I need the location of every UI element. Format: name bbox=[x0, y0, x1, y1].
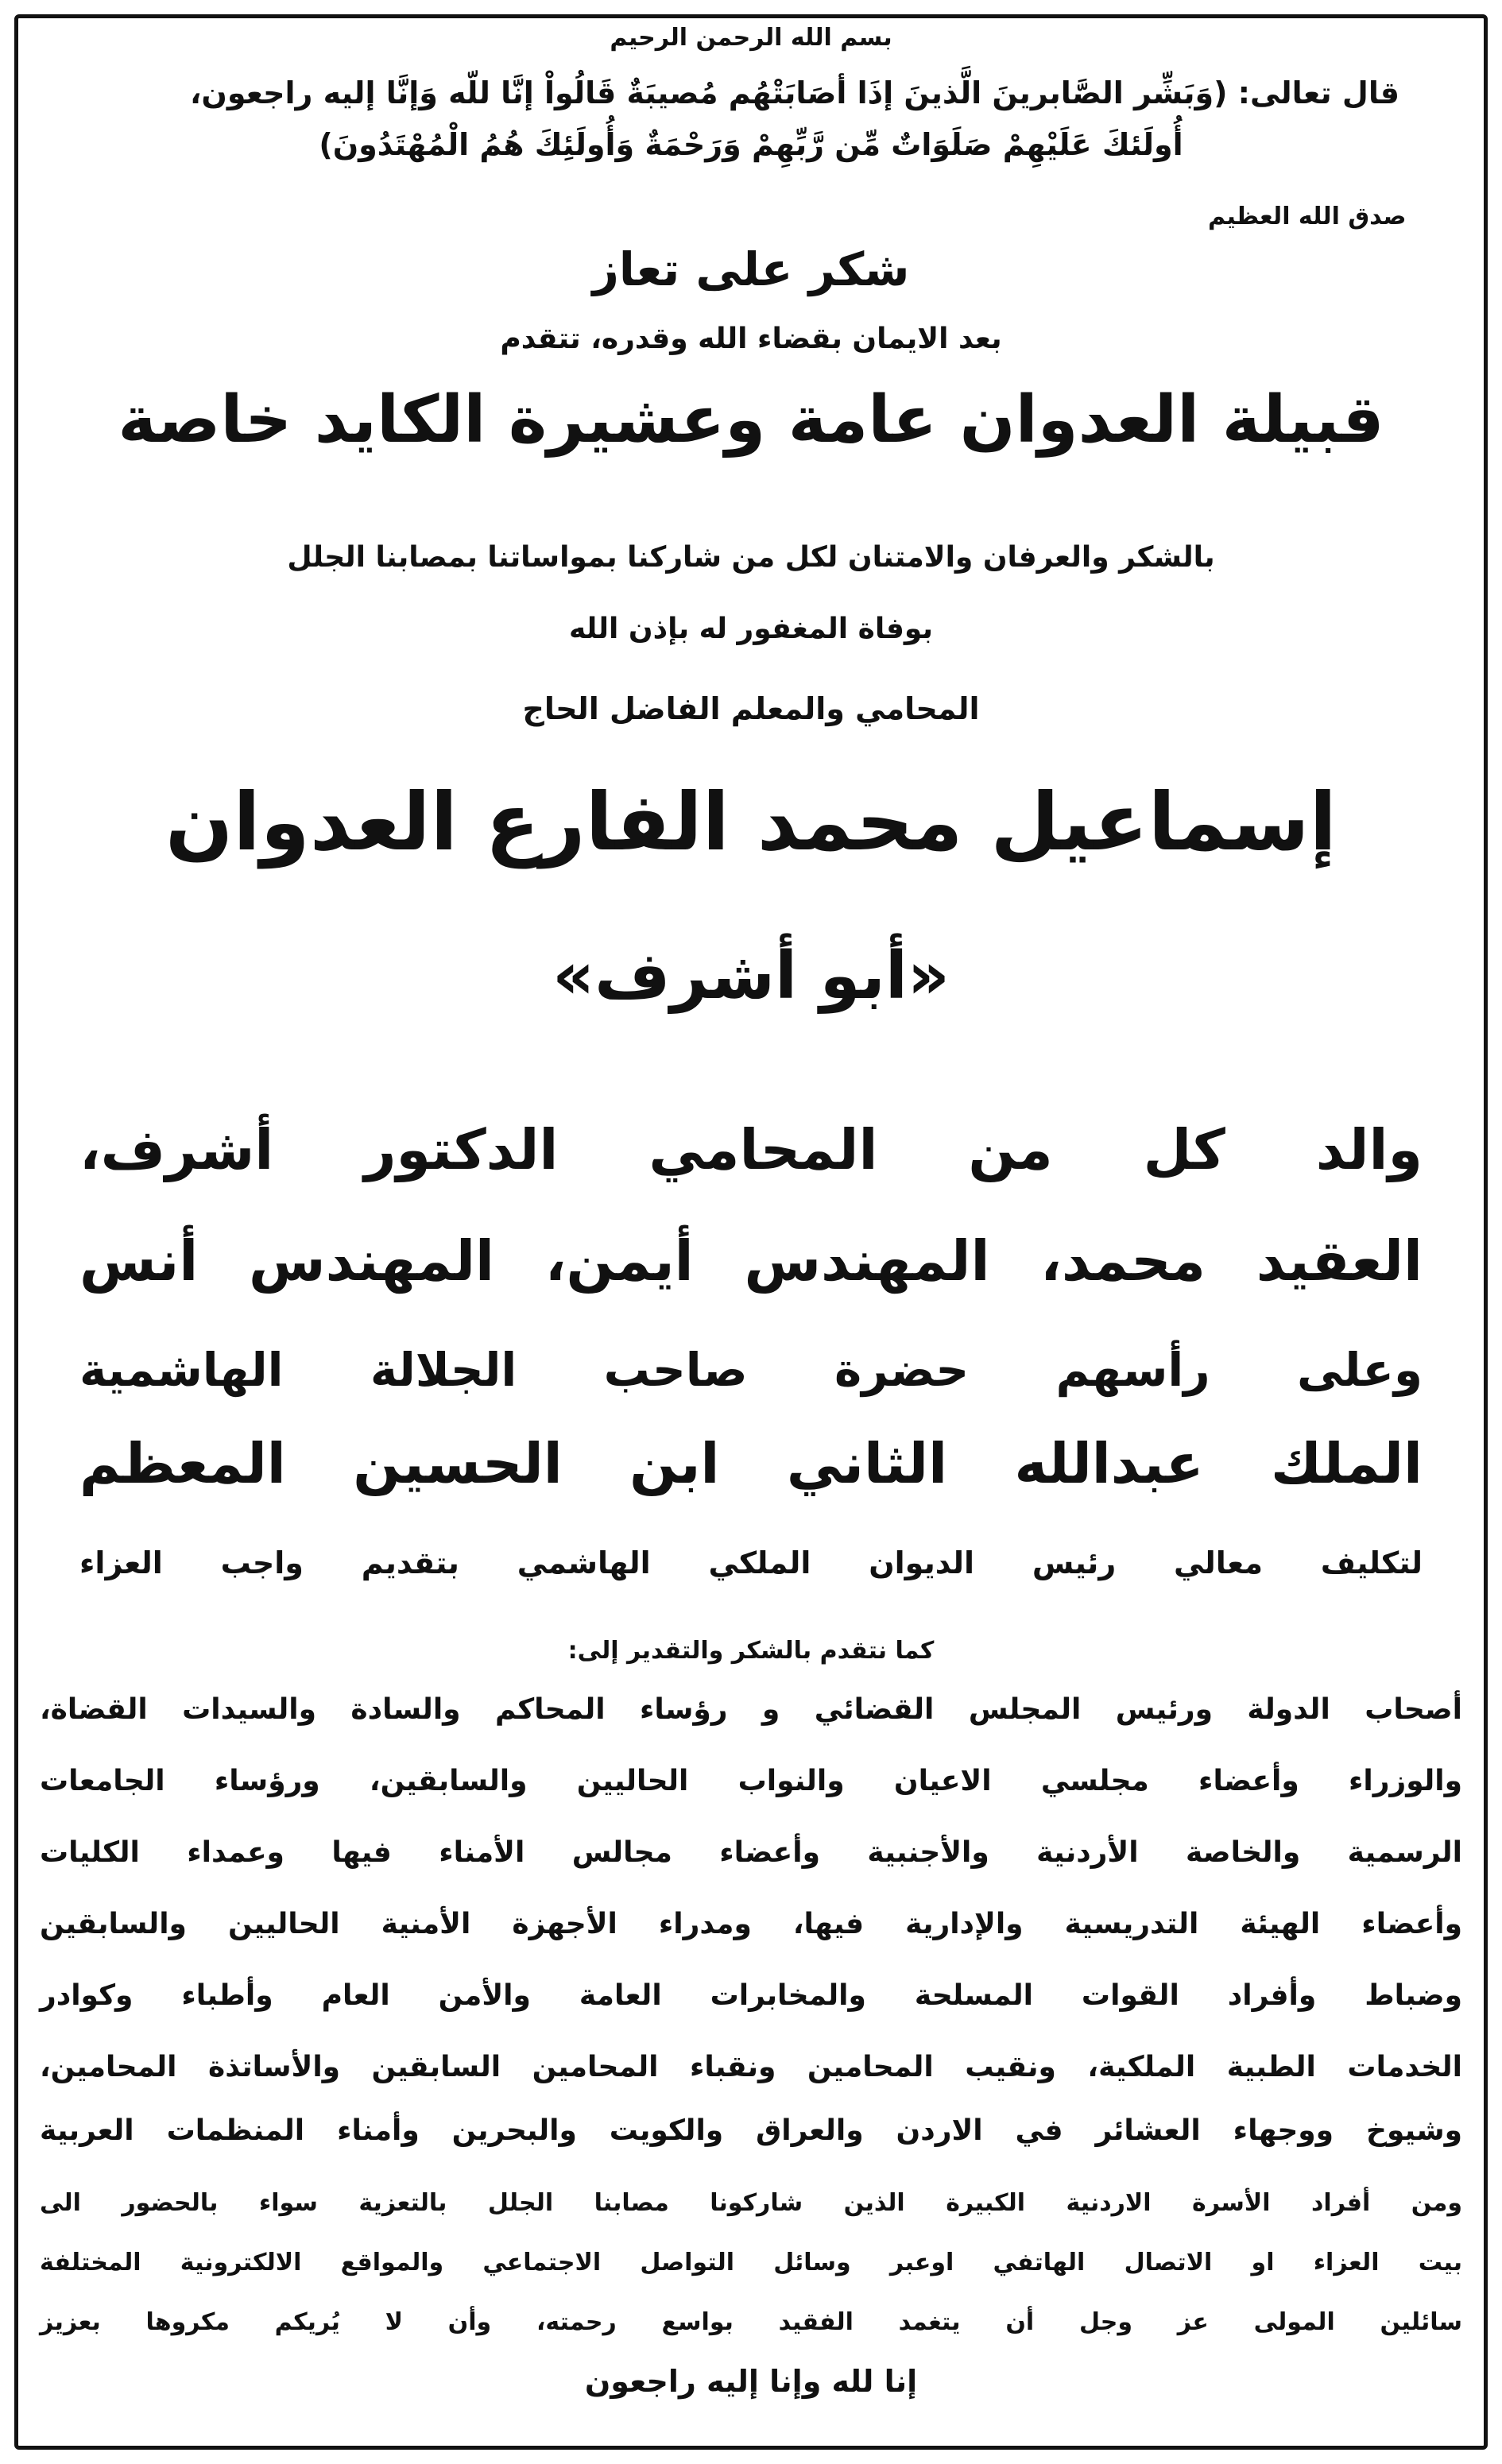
basmala: بسم الله الرحمن الرحيم bbox=[610, 24, 892, 52]
body-line-4: وأعضاء الهيئة التدريسية والإدارية فيها، ومدراء الأجهزة الأمنية الحاليين والسابقين bbox=[40, 1908, 1462, 1940]
deceased-kunya: «أبو أشرف» bbox=[552, 938, 950, 1014]
deceased-name: إسماعيل محمد الفارع العدوان bbox=[165, 776, 1337, 868]
verse-line-2: أُولَئكَ عَلَيْهِمْ صَلَوَاتٌ مِّن رَّبِّهِمْ وَرَحْمَةٌ وَأُولَئِكَ هُمُ الْمُهْتَدُونَ) bbox=[319, 127, 1183, 162]
closing-line: إنا لله وإنا إليه راجعون bbox=[584, 2364, 918, 2399]
body-line-3: الرسمية والخاصة الأردنية والأجنبية وأعضاء مجالس الأمناء فيها وعمداء الكليات bbox=[40, 1836, 1462, 1869]
body-line-1: أصحاب الدولة ورئيس المجلس القضائي و رؤساء المحاكم والسادة والسيدات القضاة، bbox=[40, 1693, 1462, 1726]
verse-closing: صدق الله العظيم bbox=[1208, 203, 1407, 230]
royal-task: لتكليف معالي رئيس الديوان الملكي الهاشمي بتقديم واجب العزاء bbox=[79, 1545, 1423, 1580]
family-line-1: ومن أفراد الأسرة الاردنية الكبيرة الذين شاركونا مصابنا الجلل بالتعزية سواء بالحضور الى bbox=[40, 2189, 1462, 2217]
family-line-2: بيت العزاء او الاتصال الهاتفي اوعبر وسائل التواصل الاجتماعي والمواقع الالكترونية المختلفة bbox=[40, 2249, 1462, 2276]
intro-line: بعد الايمان بقضاء الله وقدره، تتقدم bbox=[500, 323, 1002, 355]
royal-intro: وعلى رأسهم حضرة صاحب الجلالة الهاشمية bbox=[79, 1343, 1423, 1397]
thanks-line-2: بوفاة المغفور له بإذن الله bbox=[568, 613, 934, 645]
body-line-2: والوزراء وأعضاء مجلسي الاعيان والنواب الحاليين والسابقين، ورؤساء الجامعات bbox=[40, 1765, 1462, 1797]
prayer-line: سائلين المولى عز وجل أن يتغمد الفقيد بواسع رحمته، وأن لا يُريكم مكروها بعزيز bbox=[40, 2308, 1462, 2336]
body-line-6: الخدمات الطبية الملكية، ونقيب المحامين ونقباء المحامين السابقين والأساتذة المحامين، bbox=[40, 2051, 1462, 2083]
notice-heading: شكر على تعاز bbox=[592, 242, 910, 296]
thanks-line-1: بالشكر والعرفان والامتنان لكل من شاركنا بمواساتنا بمصابنا الجلل bbox=[287, 541, 1215, 574]
king-name: الملك عبدالله الثاني ابن الحسين المعظم bbox=[79, 1431, 1423, 1496]
father-of-line-2: العقيد محمد، المهندس أيمن، المهندس أنس bbox=[79, 1228, 1423, 1294]
verse-line-1: قال تعالى: (وَبَشِّر الصَّابرينَ الَّذينَ إذَا أصَابَتْهُم مُصيبَةٌ قَالُواْ إنَّا للّه وَإنَّا إليه راجعون، bbox=[189, 75, 1400, 110]
also-thank-line: كما نتقدم بالشكر والتقدير إلى: bbox=[567, 1637, 935, 1665]
tribe-name: قبيلة العدوان عامة وعشيرة الكايد خاصة bbox=[118, 382, 1384, 458]
father-of-line-1: والد كل من المحامي الدكتور أشرف، bbox=[79, 1117, 1423, 1182]
deceased-title: المحامي والمعلم الفاضل الحاج bbox=[522, 691, 980, 726]
body-line-5: وضباط وأفراد القوات المسلحة والمخابرات العامة والأمن العام وأطباء وكوادر bbox=[40, 1979, 1462, 2012]
body-line-7: وشيوخ ووجهاء العشائر في الاردن والعراق والكويت والبحرين وأمناء المنظمات العربية bbox=[40, 2114, 1462, 2147]
